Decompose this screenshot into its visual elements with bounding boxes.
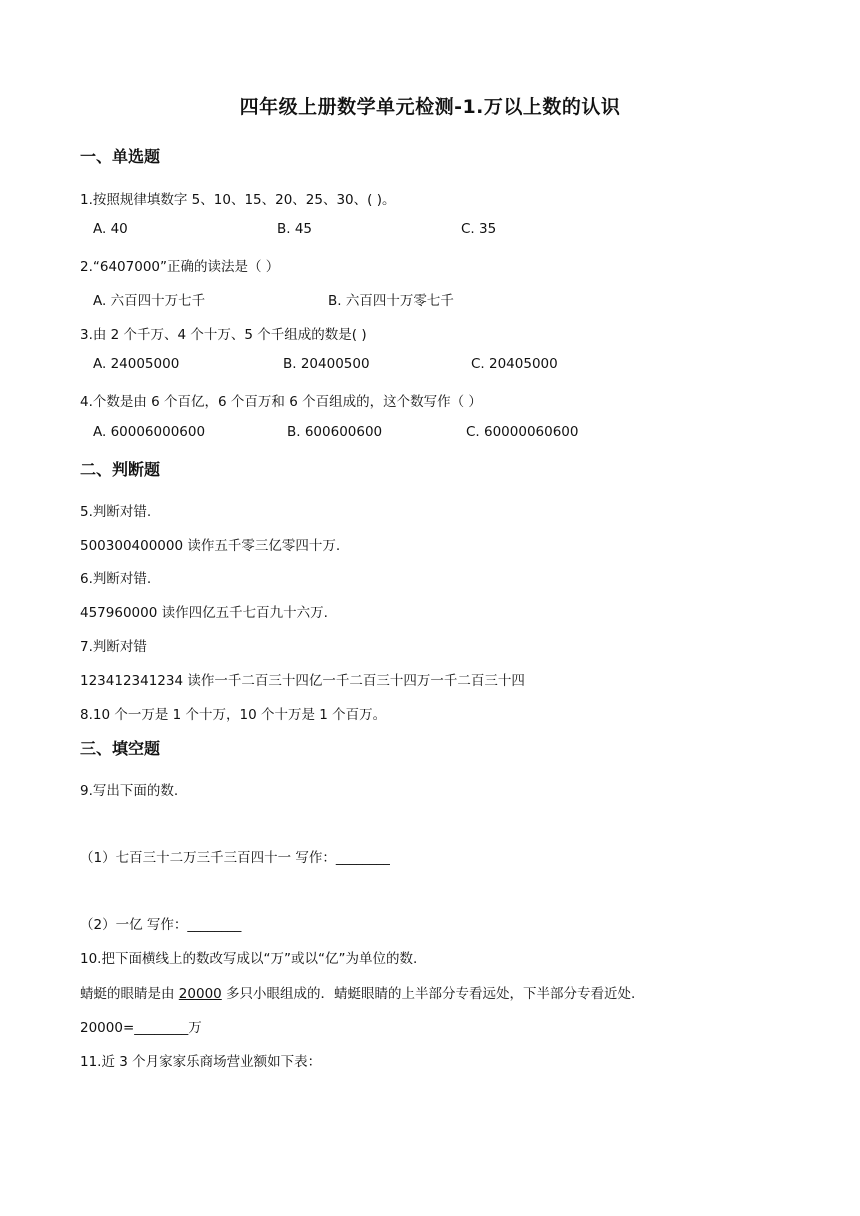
question-3-stem: 3.由 2 个千万、4 个十万、5 个千组成的数是( ) (80, 327, 367, 343)
question-3-option-a: A. 24005000 (93, 356, 180, 372)
question-11-stem: 11.近 3 个月家家乐商场营业额如下表： (80, 1054, 322, 1070)
question-4-option-a: A. 60006000600 (93, 424, 206, 440)
section-heading-fill-in: 三、填空题 (80, 739, 161, 758)
question-10-underlined-number: 20000 (178, 986, 222, 1002)
question-7-stem: 7.判断对错 (80, 639, 147, 655)
question-9-part-1: （1）七百三十二万三千三百四十一 写作：________ (80, 850, 390, 866)
question-1-option-b: B. 45 (277, 221, 313, 237)
question-2-option-a: A. 六百四十万七千 (93, 293, 206, 309)
question-9-stem: 9.写出下面的数. (80, 783, 179, 799)
question-10-stem: 10.把下面横线上的数改写成以“万”或以“亿”为单位的数. (80, 951, 418, 967)
question-6-stem: 6.判断对错. (80, 571, 152, 587)
question-2-option-b: B. 六百四十万零七千 (328, 293, 454, 309)
question-10-body-post: 多只小眼组成的．蜻蜓眼睛的上半部分专看远处，下半部分专看近处. (221, 986, 636, 1002)
question-5-body: 500300400000 读作五千零三亿零四十万. (80, 538, 341, 554)
question-6-body: 457960000 读作四亿五千七百九十六万. (80, 605, 328, 621)
question-10-body-pre: 蜻蜓的眼睛是由 (80, 986, 179, 1002)
section-heading-single-choice: 一、单选题 (80, 147, 161, 166)
question-10-body (80, 982, 635, 1002)
section-heading-true-false: 二、判断题 (80, 460, 161, 479)
question-1-option-c: C. 35 (461, 221, 497, 237)
question-4-option-b: B. 600600600 (287, 424, 383, 440)
question-1-stem: 1.按照规律填数字 5、10、15、20、25、30、( )。 (80, 192, 396, 208)
question-9-part-2: （2）一亿 写作：________ (80, 917, 242, 933)
question-1-option-a: A. 40 (93, 221, 128, 237)
question-8-stem: 8.10 个一万是 1 个十万，10 个十万是 1 个百万。 (80, 707, 387, 723)
question-10-answer-line: 20000=________万 (80, 1020, 202, 1036)
question-3-option-b: B. 20400500 (283, 356, 370, 372)
page-title: 四年级上册数学单元检测-1.万以上数的认识 (239, 96, 621, 118)
question-3-option-c: C. 20405000 (471, 356, 558, 372)
question-5-stem: 5.判断对错. (80, 504, 152, 520)
question-2-stem: 2.“6407000”正确的读法是（ ） (80, 259, 280, 275)
question-4-option-c: C. 60000060600 (466, 424, 579, 440)
question-7-body: 123412341234 读作一千二百三十四亿一千二百三十四万一千二百三十四 (80, 673, 525, 689)
question-4-stem: 4.个数是由 6 个百亿，6 个百万和 6 个百组成的，这个数写作（ ） (80, 394, 482, 410)
